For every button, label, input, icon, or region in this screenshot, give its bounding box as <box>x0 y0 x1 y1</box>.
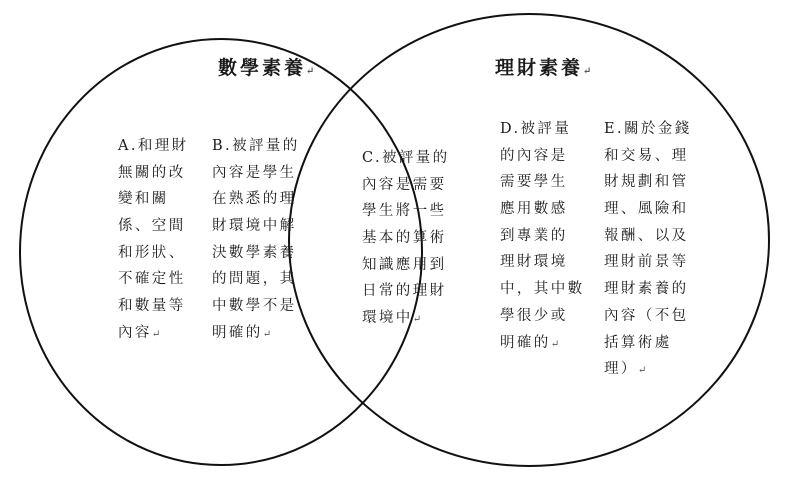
block-d-right-only <box>500 116 585 356</box>
paragraph-mark: ↵ <box>583 66 592 77</box>
block-c-line: 日常的理財 <box>362 283 447 300</box>
block-a-line: 和數量等 <box>118 298 186 315</box>
paragraph-mark: ↵ <box>306 66 315 77</box>
block-a-left-only <box>118 133 189 347</box>
block-e-line-text: 理） <box>604 361 638 378</box>
block-c-line: 學生將一些 <box>362 203 447 220</box>
block-a-line: 無關的改 <box>118 164 186 181</box>
block-b-line: B.被評量的 <box>212 138 300 154</box>
block-b-line: 在熟悉的理 <box>212 191 297 208</box>
block-b-line: 的問題，其 <box>212 271 297 288</box>
block-b-line <box>212 320 300 347</box>
block-d-line: D.被評量 <box>500 121 572 137</box>
block-b-line: 內容是學生 <box>212 164 297 181</box>
block-c-line-text: 環境中 <box>362 310 413 327</box>
block-b-line-text: 明確的 <box>212 324 263 341</box>
block-e-line: 報酬、以及 <box>604 227 689 244</box>
paragraph-mark: ↵ <box>151 328 161 340</box>
block-c-line: 知識應用到 <box>362 256 447 273</box>
block-e-right-only <box>604 116 692 383</box>
block-d-line: 需要學生 <box>500 174 568 191</box>
block-e-line: 財規劃和管 <box>604 174 689 191</box>
right-set-title-text: 理財素養 <box>495 57 584 79</box>
paragraph-mark: ↵ <box>550 338 560 350</box>
paragraph-mark: ↵ <box>412 314 422 326</box>
block-d-line <box>500 330 585 357</box>
block-e-line: 和交易、理 <box>604 147 689 164</box>
block-c-line: 內容是需要 <box>362 176 447 193</box>
paragraph-mark: ↵ <box>637 365 647 377</box>
left-set-title-text: 數學素養 <box>218 57 307 79</box>
block-c-line <box>362 305 450 332</box>
block-e-line: 理、風險和 <box>604 201 689 218</box>
block-e-line: 括算術處 <box>604 334 672 351</box>
block-c-intersection <box>362 145 450 332</box>
block-a-line: 和形狀、 <box>118 244 186 261</box>
block-a-line <box>118 320 189 347</box>
block-a-line: 不確定性 <box>118 271 186 288</box>
block-e-line: 理財前景等 <box>604 254 689 271</box>
block-a-line: 變和關 <box>118 191 169 208</box>
block-d-line: 中，其中數 <box>500 281 585 298</box>
block-b-line: 中數學不是 <box>212 298 297 315</box>
block-a-line: 係、空間 <box>118 218 186 235</box>
block-d-line: 的內容是 <box>500 147 568 164</box>
block-c-line: C.被評量的 <box>362 150 450 166</box>
block-a-line-text: 內容 <box>118 324 152 341</box>
block-d-line: 應用數感 <box>500 201 568 218</box>
block-d-line-text: 明確的 <box>500 334 551 351</box>
block-e-line: E.關於金錢 <box>604 121 692 137</box>
block-d-line: 理財環境 <box>500 254 568 271</box>
block-d-line: 到專業的 <box>500 227 568 244</box>
block-a-line: A.和理財 <box>118 138 189 154</box>
left-set-title <box>218 56 314 84</box>
block-c-line: 基本的算術 <box>362 230 447 247</box>
block-e-line: 理財素養的 <box>604 281 689 298</box>
block-d-line: 學很少或 <box>500 307 568 324</box>
paragraph-mark: ↵ <box>262 328 272 340</box>
block-e-line <box>604 356 692 383</box>
block-b-line: 決數學素養 <box>212 244 297 261</box>
block-b-line: 財環境中解 <box>212 218 297 235</box>
block-e-line: 內容（不包 <box>604 307 689 324</box>
right-set-title <box>495 56 591 84</box>
block-b-left-only <box>212 133 300 347</box>
